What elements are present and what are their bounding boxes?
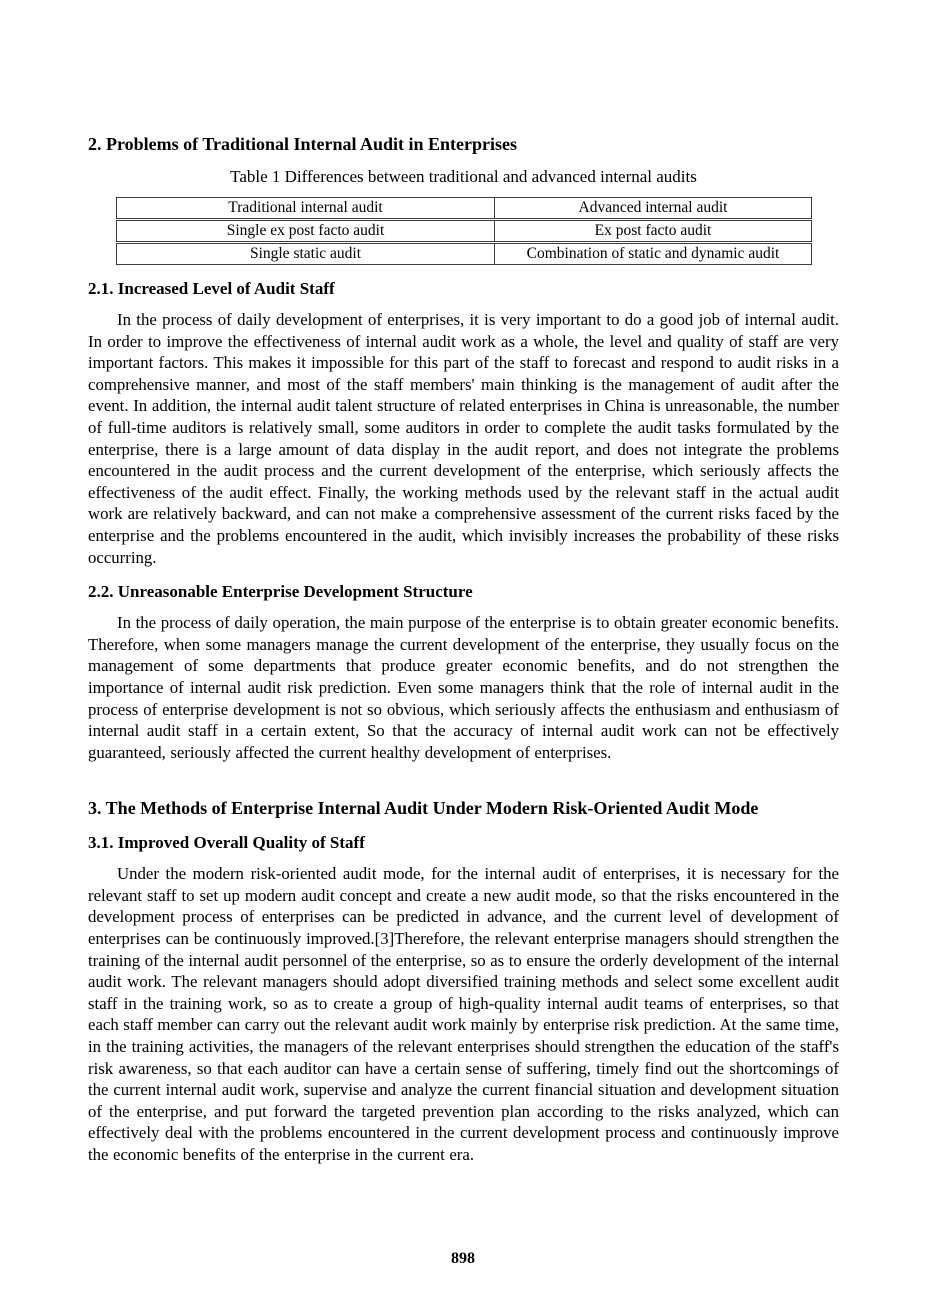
- table-cell: Single static audit: [117, 244, 495, 264]
- table-cell: Ex post facto audit: [594, 222, 712, 239]
- table-cell: Single ex post facto audit: [117, 221, 495, 241]
- page-number: 898: [451, 1250, 475, 1267]
- section-3-heading: 3. The Methods of Enterprise Internal Audit Under Modern Risk-Oriented Audit Mode: [88, 798, 759, 819]
- section-2-2-paragraph: In the process of daily operation, the main purpose of the enterprise is to obtain greater economic benefits. Therefore, when some managers manage the current development of the enterprise, they usually focus on the management of some departments that produce greater economic benefits, and do not strengthen the importance of internal audit risk prediction. Even some managers think that the role of internal audit in the process of enterprise development is not so obvious, which seriously affects the enthusiasm and enthusiasm of internal audit staff in a certain extent, So that the accuracy of internal audit work can not be effectively guaranteed, seriously affected the current healthy development of enterprises.: [88, 613, 839, 762]
- section-3-1-heading: 3.1. Improved Overall Quality of Staff: [88, 833, 365, 853]
- table-cell: Combination of static and dynamic audit: [526, 245, 780, 262]
- table-1-caption: Table 1 Differences between traditional and advanced internal audits: [230, 167, 697, 186]
- section-2-heading: 2. Problems of Traditional Internal Audit in Enterprises: [88, 134, 518, 154]
- section-2-1-heading: 2.1. Increased Level of Audit Staff: [88, 279, 335, 298]
- table-header-cell: Advanced internal audit: [578, 199, 728, 216]
- section-2-2-heading: 2.2. Unreasonable Enterprise Development Structure: [88, 582, 473, 602]
- table-header-row: [116, 197, 812, 219]
- page-content: [88, 133, 839, 1166]
- section-3-1-paragraph: Under the modern risk-oriented audit mode, for the internal audit of enterprises, it is necessary for the relevant staff to set up modern audit concept and create a new audit mode, so that the risks encountered in the development process of enterprises can be predicted in advance, and the current level of development of enterprises can be continuously improved.[3]Therefore, the relevant enterprise managers should strengthen the training of the internal audit personnel of the enterprise, so as to ensure the orderly development of the internal audit work. The relevant managers should adopt diversified training methods and select some excellent audit staff in the training work, so as to create a group of high-quality internal audit teams of enterprises, so that each staff member can carry out the relevant audit work mainly by enterprise risk prediction. At the same time, in the training activities, the managers of the relevant enterprises should strengthen the education of the staff's risk awareness, so that each auditor can have a certain sense of suffering, timely find out the shortcomings of the current internal audit work, supervise and analyze the current financial situation and development situation of the enterprise, and put forward the targeted prevention plan according to the risks analyzed, which can effectively deal with the problems encountered in the current development process and continuously improve the economic benefits of the enterprise in the current era.: [88, 864, 839, 1164]
- comparison-table: [116, 197, 812, 265]
- table-row: [116, 243, 812, 265]
- table-header-cell: Traditional internal audit: [117, 198, 495, 218]
- table-row: [116, 220, 812, 242]
- section-2-1-paragraph: In the process of daily development of enterprises, it is very important to do a good job of internal audit. In order to improve the effectiveness of internal audit work as a whole, the level and quality of staff are very important factors. This makes it impossible for this part of the staff to forecast and respond to audit risks in a comprehensive manner, and most of the staff members' main thinking is the management of audit after the event. In addition, the internal audit talent structure of related enterprises in China is unreasonable, the number of full-time auditors is relatively small, some auditors in order to complete the audit tasks formulated by the enterprise, there is a large amount of data display in the audit report, and does not integrate the problems encountered in the audit process and the current development of the enterprise, which seriously affects the effectiveness of the audit effect. Finally, the working methods used by the relevant staff in the actual audit work are relatively backward, and can not make a comprehensive assessment of the current risks faced by the enterprise and the problems encountered in the audit, which invisibly increases the probability of these risks occurring.: [88, 310, 839, 567]
